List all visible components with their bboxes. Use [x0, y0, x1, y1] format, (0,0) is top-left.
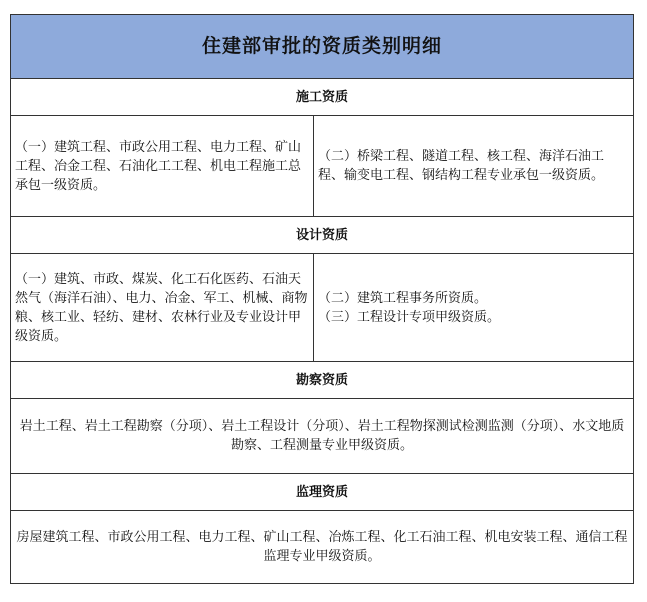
supervision-content-row: [11, 511, 634, 584]
qualification-table: [10, 14, 634, 584]
construction-header-row: [11, 79, 634, 116]
supervision-header-row: [11, 474, 634, 511]
survey-header: 勘察资质: [295, 372, 348, 388]
design-left-cell: [11, 254, 314, 361]
design-header-row: [11, 217, 634, 254]
construction-left-cell: [11, 116, 314, 216]
construction-header: 施工资质: [295, 89, 348, 105]
supervision-cell: [11, 511, 633, 583]
construction-right-cell: [314, 116, 633, 216]
construction-content-row: [11, 116, 634, 217]
survey-text: 岩土工程、岩土工程勘察（分项）、岩土工程设计（分项）、岩土工程物探测试检测监测（分项）、水文地质勘察、工程测量专业甲级资质。: [19, 419, 625, 453]
table-title: 住建部审批的资质类别明细: [201, 35, 442, 57]
survey-header-row: [11, 362, 634, 399]
survey-cell: [11, 399, 633, 473]
design-content-row: [11, 254, 634, 362]
supervision-header: 监理资质: [295, 484, 348, 500]
title-row: [11, 15, 634, 79]
design-right-line2: （三）工程设计专项甲级资质。: [318, 309, 501, 325]
design-header: 设计资质: [295, 227, 348, 243]
design-left-text: （一）建筑、市政、煤炭、化工石化医药、石油天然气（海洋石油）、电力、冶金、军工、机械、商物粮、核工业、轻纺、建材、农林行业及专业设计甲级资质。: [15, 271, 308, 344]
construction-right-text: （二）桥梁工程、隧道工程、核工程、海洋石油工程、输变电工程、钢结构工程专业承包一级资质。: [318, 149, 605, 183]
design-right-cell: [314, 254, 633, 361]
construction-left-text: （一）建筑工程、市政公用工程、电力工程、矿山工程、冶金工程、石油化工工程、机电工程施工总承包一级资质。: [15, 139, 302, 193]
supervision-text: 房屋建筑工程、市政公用工程、电力工程、矿山工程、冶炼工程、化工石油工程、机电安装工程、通信工程监理专业甲级资质。: [16, 530, 628, 564]
survey-content-row: [11, 399, 634, 474]
design-right-line1: （二）建筑工程事务所资质。: [318, 290, 488, 306]
